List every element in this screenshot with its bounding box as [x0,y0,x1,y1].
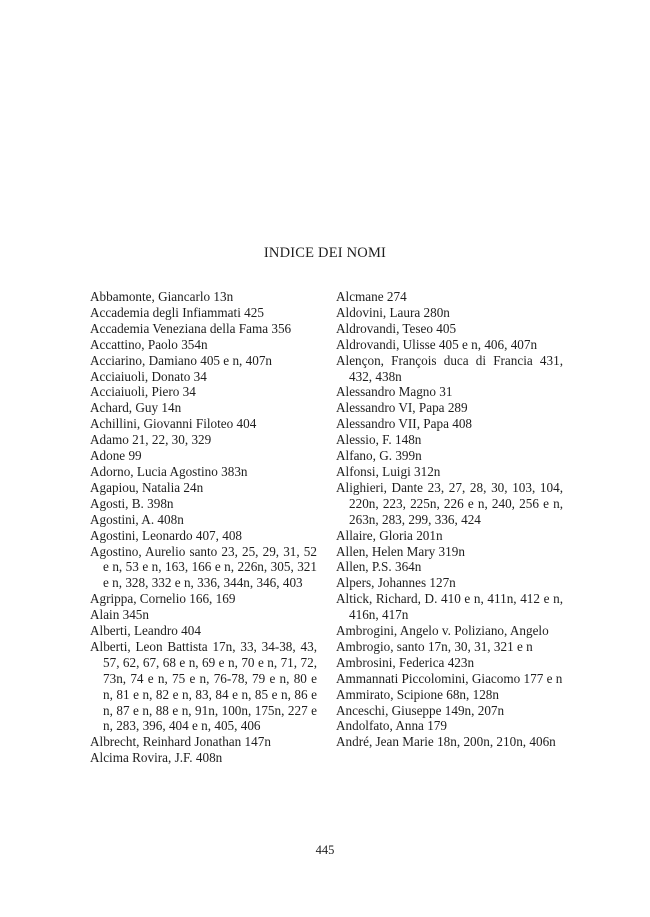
index-entry: Alcima Rovira, J.F. 408n [90,750,223,766]
index-entry: Alberti, Leon Battista 17n, 33, 34-38, 43, 57, 62, 67, 68 e n, 69 e n, 70 e n, 71, 72, 73n, 74 e n, 75 e n, 76-78, 79 e n, 80 e n, 81 e n, 82 e n, 83, 84 e n, 85 e n, 86 e n, 87 e n, 88 e n, 91n, 100n, 175n, 227 e n, 283, 396, 404 e n, 405, 406 [90,638,317,734]
index-entry: André, Jean Marie 18n, 200n, 210n, 406n [336,734,556,750]
index-entry: Agapiou, Natalia 24n [90,479,204,495]
index-entry: Anceschi, Giuseppe 149n, 207n [336,702,505,718]
index-entry: Adone 99 [90,448,142,464]
index-entry: Acciaiuoli, Donato 34 [90,368,207,384]
index-entry: Alberti, Leandro 404 [90,623,201,639]
index-entry: Acciarino, Damiano 405 e n, 407n [90,352,273,368]
index-entry: Agosti, B. 398n [90,495,174,511]
page-title: INDICE DEI NOMI [263,245,387,261]
index-entry: Acciaiuoli, Piero 34 [90,384,196,400]
index-entry: Ambrogio, santo 17n, 30, 31, 321 e n [336,638,533,654]
index-entry: Accademia degli Infiammati 425 [90,304,264,320]
index-entry: Albrecht, Reinhard Jonathan 147n [90,734,271,750]
index-entry: Ambrogini, Angelo v. Poliziano, Angelo [336,623,549,639]
index-entry: Allen, P.S. 364n [336,559,422,575]
index-column-right [336,289,563,750]
index-entry: Alain 345n [90,607,149,623]
index-entry: Alpers, Johannes 127n [336,575,456,591]
index-column-left [90,289,317,766]
index-entry: Aldovini, Laura 280n [336,304,450,320]
index-entry: Ambrosini, Federica 423n [336,654,475,670]
index-entry: Alfano, G. 399n [336,448,422,464]
index-entry: Accademia Veneziana della Fama 356 [90,320,292,336]
index-entry: Aldrovandi, Ulisse 405 e n, 406, 407n [336,336,538,352]
index-entry: Andolfato, Anna 179 [336,718,447,734]
index-entry: Alençon, François duca di Francia 431, 432, 438n [336,352,563,384]
index-entry: Alcmane 274 [336,289,407,304]
index-entry: Adorno, Lucia Agostino 383n [90,463,248,479]
index-entry: Alessandro VII, Papa 408 [336,416,473,432]
index-entry: Aldrovandi, Teseo 405 [336,320,457,336]
index-entry: Abbamonte, Giancarlo 13n [90,289,234,304]
index-entry: Adamo 21, 22, 30, 329 [90,432,212,448]
index-entry: Achillini, Giovanni Filoteo 404 [90,416,257,432]
page-number: 445 [315,843,335,857]
index-entry: Alighieri, Dante 23, 27, 28, 30, 103, 104, 220n, 223, 225n, 226 e n, 240, 256 e n, 263n, 283, 299, 336, 424 [336,479,563,527]
index-entry: Ammirato, Scipione 68n, 128n [336,686,499,702]
index-entry: Agrippa, Cornelio 166, 169 [90,591,236,607]
index-entry: Alessandro VI, Papa 289 [336,400,468,416]
index-entry: Altick, Richard, D. 410 e n, 411n, 412 e n, 416n, 417n [336,591,563,623]
index-entry: Agostini, Leonardo 407, 408 [90,527,243,543]
index-entry: Agostino, Aurelio santo 23, 25, 29, 31, 52 e n, 53 e n, 163, 166 e n, 226n, 305, 321 e n, 328, 332 e n, 336, 344n, 346, 403 [90,543,317,591]
index-entry: Accattino, Paolo 354n [90,336,208,352]
index-entry: Alessandro Magno 31 [336,384,453,400]
index-entry: Achard, Guy 14n [90,400,182,416]
index-entry: Ammannati Piccolomini, Giacomo 177 e n [336,670,563,686]
index-entry: Alfonsi, Luigi 312n [336,463,441,479]
index-entry: Agostini, A. 408n [90,511,184,527]
index-entry: Allaire, Gloria 201n [336,527,443,543]
index-entry: Alessio, F. 148n [336,432,422,448]
index-entry: Allen, Helen Mary 319n [336,543,465,559]
